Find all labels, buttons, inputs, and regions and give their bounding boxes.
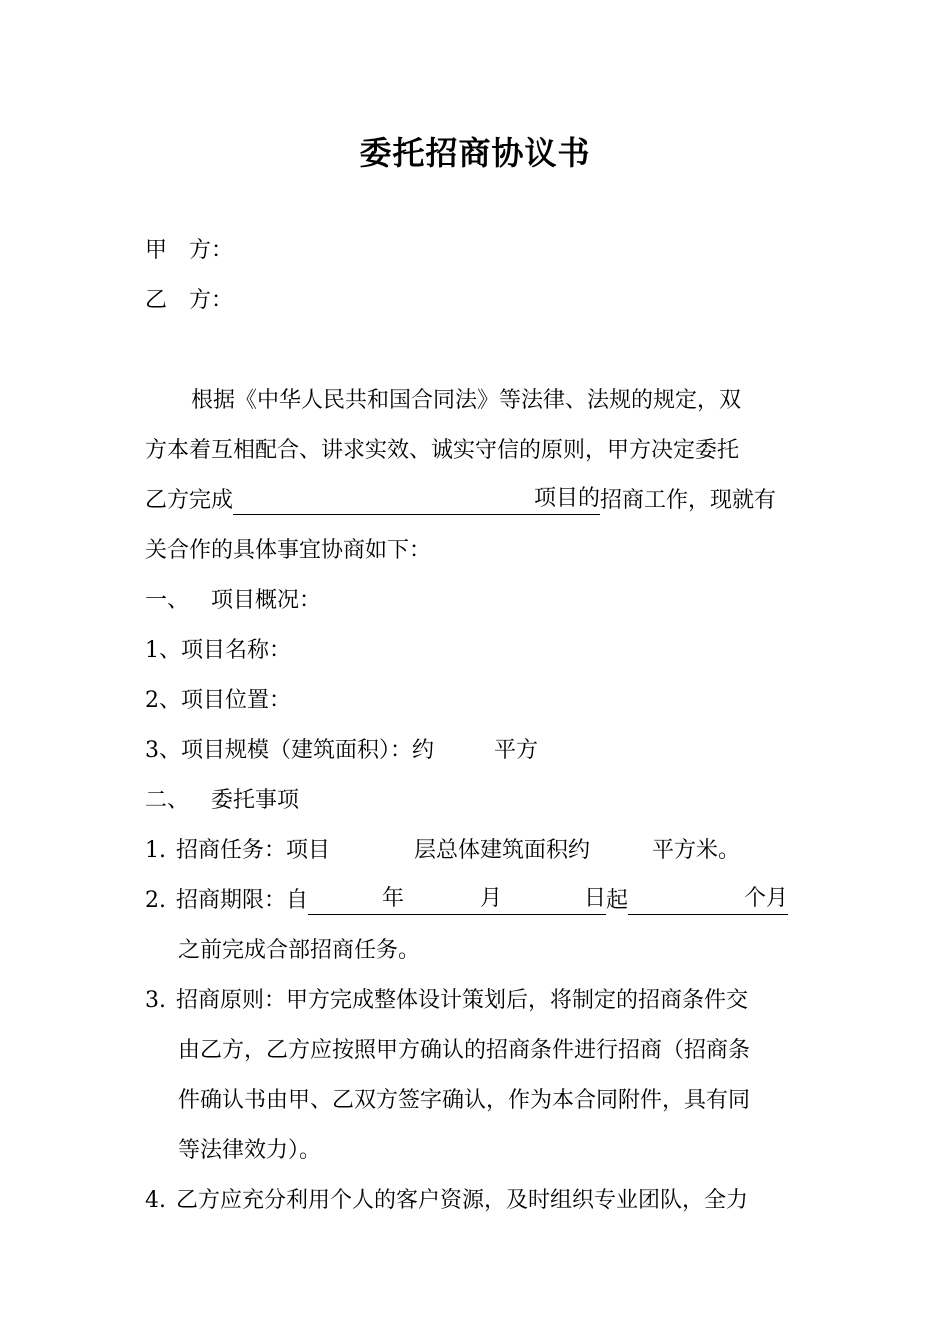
- party-b-suffix: 方：: [189, 288, 234, 313]
- principle-line-1: 招商原则：甲方完成整体设计策划后，将制定的招商条件交: [176, 988, 749, 1013]
- principle-line-4: 等法律效力）。: [178, 1138, 322, 1163]
- principle-item-number: 3.: [145, 988, 166, 1013]
- party-a-label: 甲: [145, 238, 168, 263]
- section-2-number: 二、: [145, 788, 190, 813]
- task-item-post: 平方米。: [652, 838, 741, 863]
- party-b-line: [145, 286, 233, 316]
- party-b-label: 乙: [145, 288, 168, 313]
- section-1-number: 一、: [145, 588, 190, 613]
- intro-line-3-pre: 乙方完成: [145, 488, 234, 513]
- project-name-blank: 项目的: [233, 486, 600, 515]
- period-date-blank: 年 月 日: [308, 886, 606, 915]
- resource-line-1: 乙方应充分利用个人的客户资源，及时组织专业团队，全力: [176, 1188, 749, 1213]
- principle-line-2: 由乙方，乙方应按照甲方确认的招商条件进行招商（招商条: [178, 1038, 751, 1063]
- party-a-line: [145, 236, 233, 266]
- project-scale-label: 3、项目规模（建筑面积）：约: [145, 738, 434, 763]
- section-1-heading: [145, 586, 321, 616]
- task-item: [145, 836, 740, 866]
- resource-item: [145, 1186, 748, 1216]
- period-item: [145, 886, 788, 916]
- document-title: 委托招商协议书: [359, 134, 591, 172]
- task-item-number: 1.: [145, 838, 166, 863]
- project-name-item: 1、项目名称：: [145, 638, 291, 663]
- section-2-title: 委托事项: [211, 788, 300, 813]
- intro-line-2: 方本着互相配合、讲求实效、诚实守信的原则，甲方决定委托: [145, 438, 740, 463]
- project-scale-item: [145, 736, 538, 766]
- intro-line-3-post: 招商工作，现就有: [600, 488, 777, 513]
- project-scale-unit: 平方: [494, 738, 539, 763]
- intro-line-1: 根据《中华人民共和国合同法》等法律、法规的规定，双: [191, 388, 742, 413]
- period-months-blank: 个月: [628, 886, 788, 915]
- period-item-number: 2.: [145, 888, 166, 913]
- task-item-pre: 招商任务：项目: [176, 838, 331, 863]
- intro-line-4: 关合作的具体事宜协商如下：: [145, 538, 432, 563]
- resource-item-number: 4.: [145, 1188, 166, 1213]
- principle-item: [145, 986, 748, 1016]
- section-2-heading: [145, 786, 299, 816]
- section-1-title: 项目概况：: [211, 588, 322, 613]
- period-item-cont: 之前完成合部招商任务。: [178, 938, 421, 963]
- task-item-mid: 层总体建筑面积约: [414, 838, 591, 863]
- principle-line-3: 件确认书由甲、乙双方签字确认，作为本合同附件，具有同: [178, 1088, 751, 1113]
- project-location-item: 2、项目位置：: [145, 688, 291, 713]
- intro-line-3: [145, 486, 776, 516]
- period-item-pre: 招商期限：自: [176, 888, 309, 913]
- party-a-suffix: 方：: [189, 238, 234, 263]
- period-start: 起: [606, 888, 629, 913]
